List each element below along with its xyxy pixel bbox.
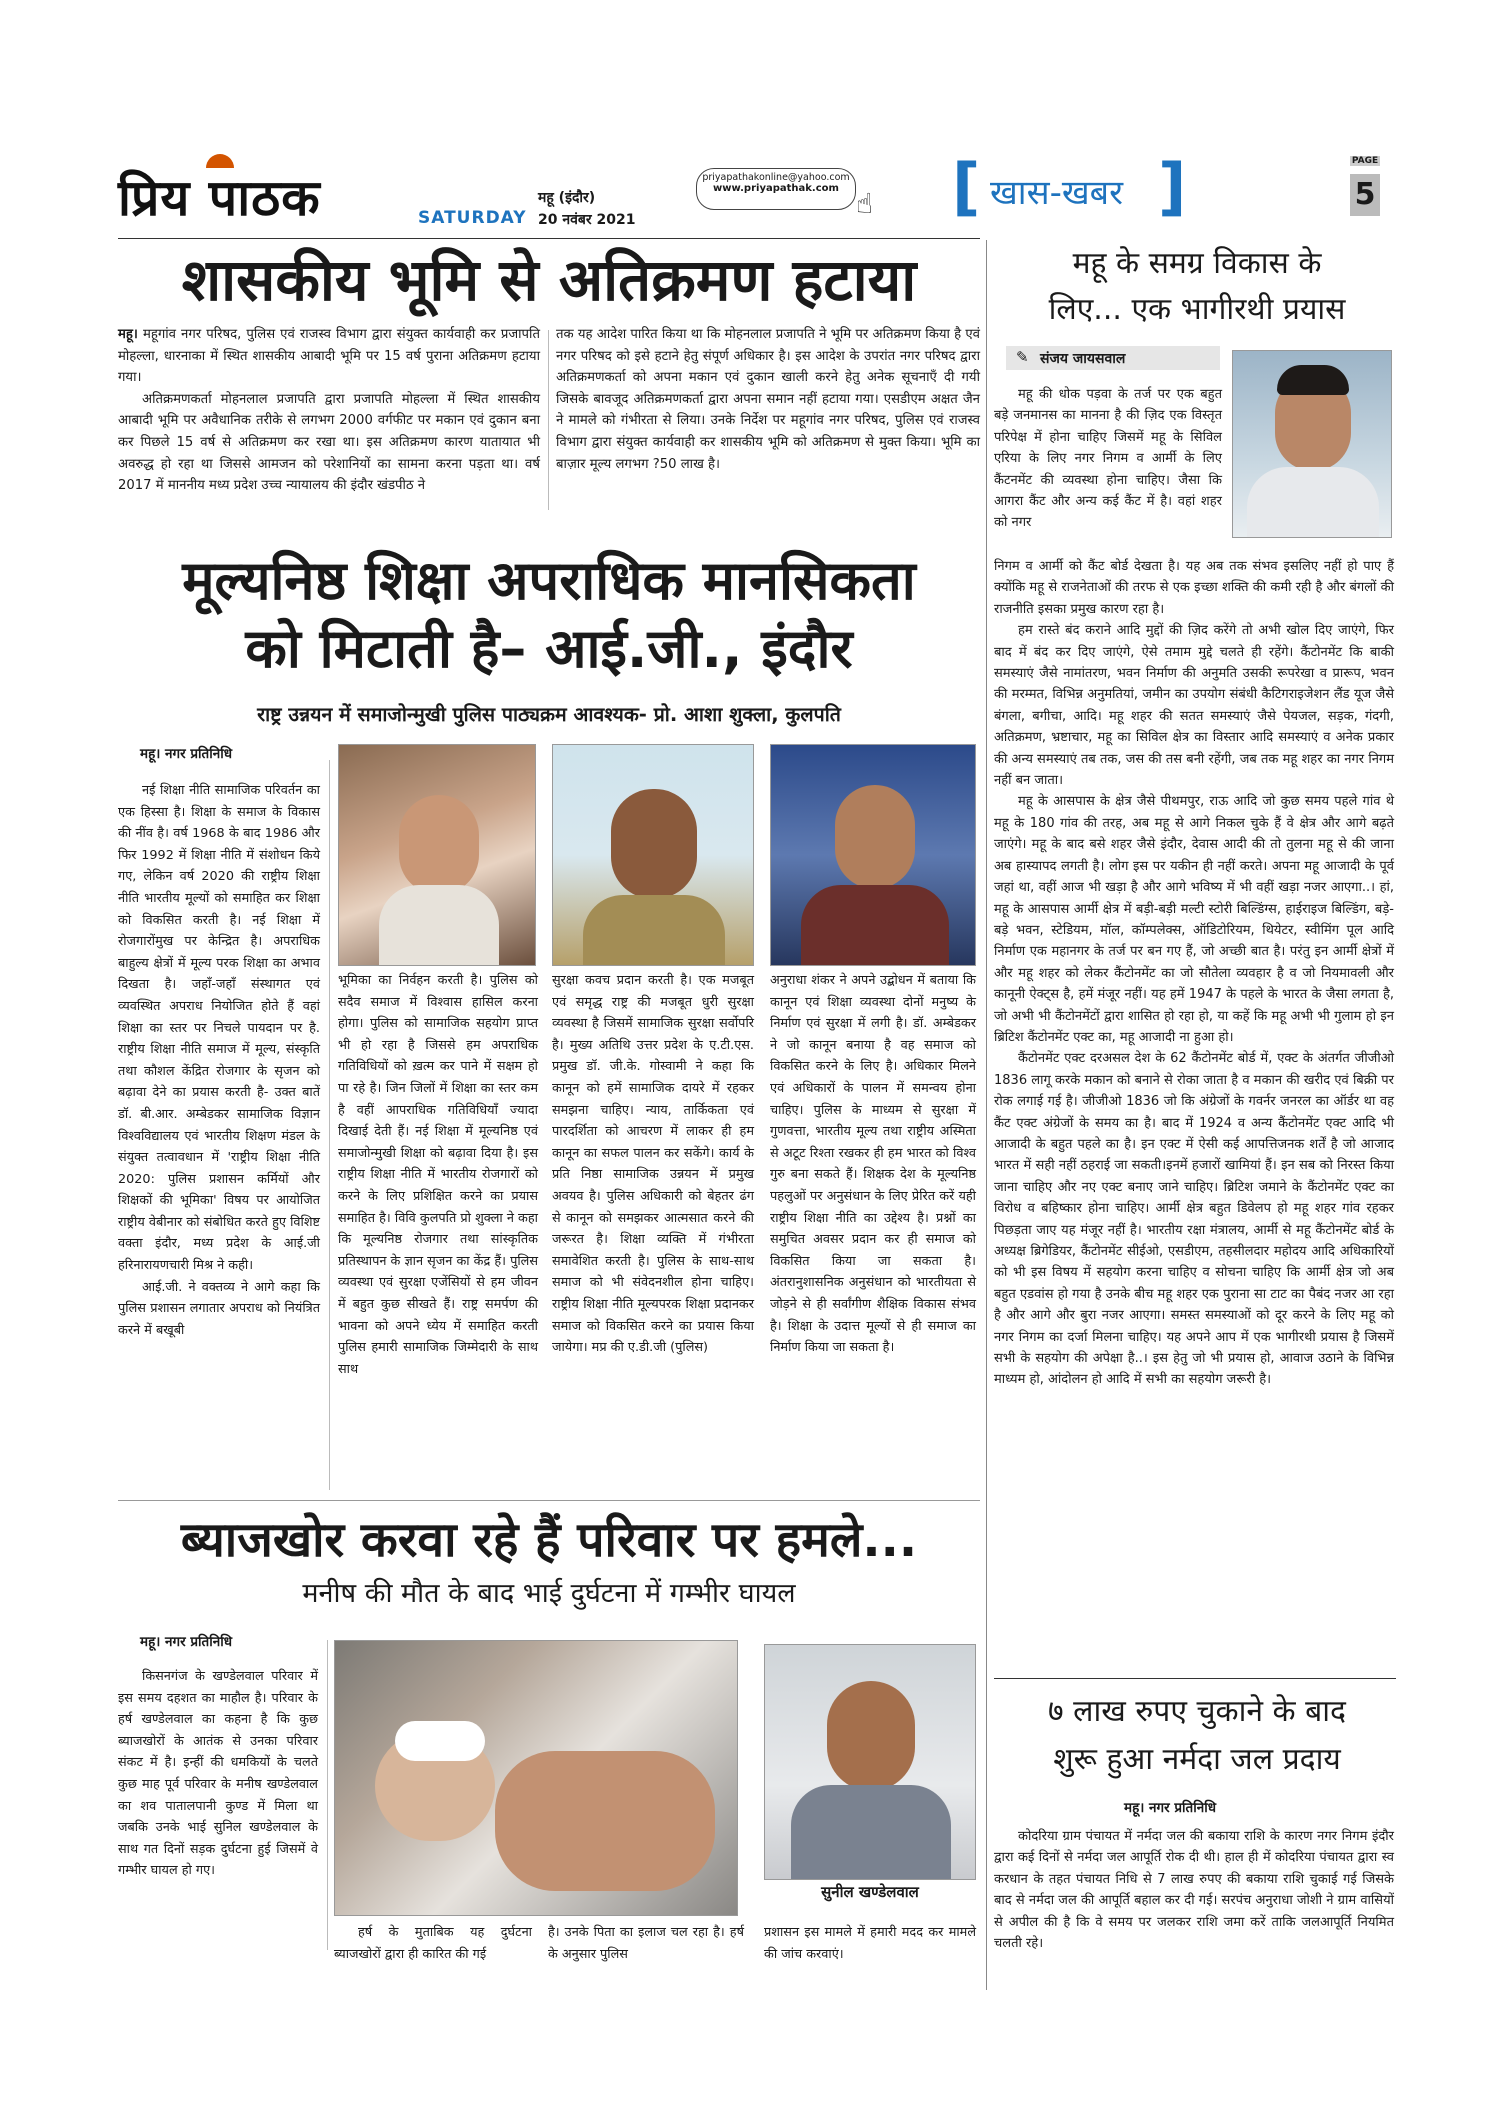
article3-headline: ब्याजखोर करवा रहे हैं परिवार पर हमले... bbox=[180, 1512, 918, 1568]
author-photo bbox=[1232, 350, 1392, 538]
article4-intro bbox=[994, 384, 1222, 534]
article4-paragraph-4: कैंटोनमेंट एक्ट दरअसल देश के 62 कैंटोनमेंट बोर्ड में, एक्ट के अंतर्गत जीजीओ 1836 लागू करके मकान को बनाने से रोका जाता है व मकान की खरीद एवं बिक्री पर रोक लगाई गई है। जीजीओ 1836 जो कि अंग्रेजों के गवर्नर जनरल का ऑर्डर था वह कैंट एक्ट अंग्रेजों के समय का है। बाद में 1924 व अन्य कैंटोनमेंट एक्ट आदि भी आजादी के बहुत पहले का है। इन एक्ट में ऐसी कई आपत्तिजनक शर्तें है जो आजाद भारत में सही नहीं ठहराई जा सकती।इनमें हजारों खामियां हैं। इन सब को निरस्त किया जाना चाहिए और नए एक्ट बनाए जाने चाहिए। ब्रिटिश जमाने के कैंटोनमेंट एक्ट का विरोध व बहिष्कार होना चाहिए। आर्मी क्षेत्र बहुत डिवेलप हो महू शहर गांव रहकर पिछड़ता जाए यह मंजूर नहीं है। भारतीय रक्षा मंत्रालय, आर्मी से महू कैंटोनमेंट बोर्ड के अध्यक्ष ब्रिगेडियर, कैंटोनमेंट सीईओ, एसडीएम, तहसीलदार महोदय आदि अधिकारियों को भी इस विषय में सहयोग करना चाहिए व सोचना चाहिए कि आर्मी क्षेत्र जो अब बहुत एडवांस हो गया है उनके बीच महू शहर एक पुराना सा टाट का पैबंद नजर आ रहा है और आगे और बुरा नजर आएगा। समस्त समस्याओं को दूर करने के लिए महू को नगर निगम का दर्जा मिलना चाहिए। यह अपने आप में एक भागीरथी प्रयास है जिसमें सभी के सहयोग की अपेक्षा है..। इस हेतु जो भी प्रयास हो, आवाज उठाने के विभिन्न माध्यम हो, आंदोलन हो आदि में सभी का सहयोग जरूरी है। bbox=[994, 1051, 1394, 1388]
article1-paragraph-3: तक यह आदेश पारित किया था कि मोहनलाल प्रजापति ने भूमि पर अतिक्रमण किया है एवं नगर परिषद को इसे हटाने हेतु संपूर्ण अधिकार है। इस आदेश के उपरांत नगर परिषद द्वारा अतिक्रमणकर्ता को अपना मकान एवं दुकान खाली करने हेतु अनेक सूचनाएँ दी गयी जिसके बावजूद अतिक्रमणकर्ता द्वारा अपना समान नहीं हटाया गया। एसडीएम अक्षत जैन ने मामले को गंभीरता से लिया। उनके निर्देश पर महूगांव नगर परिषद, पुलिस एवं राजस्व विभाग द्वारा संयुक्त कार्यवाही कर शासकीय भूमि को अतिक्रमण से मुक्त किया। भूमि का बाज़ार मूल्य लगभग ?50 लाख है। bbox=[556, 327, 980, 472]
article1-paragraph-1: महूगांव नगर परिषद, पुलिस एवं राजस्व विभाग द्वारा संयुक्त कार्यवाही कर प्रजापति मोहल्ला, धारनाका में स्थित शासकीय आबादी भूमि पर 15 वर्ष पुराना अतिक्रमण हटाया गया। bbox=[118, 327, 540, 386]
article2-paragraph-1: नई शिक्षा नीति सामाजिक परिवर्तन का एक हिस्सा है। शिक्षा के समाज के विकास की नींव है। वर्ष 1968 के बाद 1986 और फिर 1992 में शिक्षा नीति में संशोधन किये गए, लेकिन वर्ष 2020 की राष्ट्रीय शिक्षा नीति भारतीय मूल्यों को समाहित कर शिक्षा को विकसित करती है। नई शिक्षा में रोजगारोंमुख पर केन्द्रित है। अपराधिक बाहुल्य क्षेत्रों में मूल्य परक शिक्षा का अभाव दिखता है। जहाँ-जहाँ संस्थागत एवं व्यवस्थित अपराध नियोजित होते हैं वहां शिक्षा का स्तर पर निचले पायदान पर है. राष्ट्रीय शिक्षा नीति समाज में मूल्य, संस्कृति तथा कौशल केंद्रित रोजगार के सृजन को बढ़ावा देने का प्रयास करती है- उक्त बातें डॉ. बी.आर. अम्बेडकर सामाजिक विज्ञान विश्वविद्यालय एवं भारतीय शिक्षण मंडल के संयुक्त तत्वावधान में 'राष्ट्रीय शिक्षा नीति 2020: पुलिस प्रशासन कर्मियों और शिक्षकों की भूमिका' विषय पर आयोजित राष्ट्रीय वेबीनार को संबोधित करते हुए विशिष्ट वक्ता इंदौर, मध्य प्रदेश के आई.जी हरिनारायणचारी मिश्र ने कही। bbox=[118, 783, 320, 1274]
article2-paragraph-5: अनुराधा शंकर ने अपने उद्बोधन में बताया कि कानून एवं शिक्षा व्यवस्था दोनों मनुष्य के निर्माण एवं सुरक्षा में लगी है। डॉ. अम्बेडकर ने जो कानून बनाया है वह समाज को विकसित करने के लिए है। अधिकार मिलने एवं अधिकारों के पालन में समन्वय होना चाहिए। पुलिस के माध्यम से सुरक्षा में गुणवत्ता, भारतीय मूल्य तथा राष्ट्रीय अस्मिता से अटूट रिश्ता रखकर ही हम भारत को विश्व गुरु बना सकते हैं। शिक्षक देश के मूल्यनिष्ठ पहलुओं पर अनुसंधान के लिए प्रेरित करें यही राष्ट्रीय शिक्षा नीति का उद्देश्य है। प्रश्नों का समुचित अवसर प्रदान कर ही समाज को विकसित किया जा सकता है। अंतरानुशासनिक अनुसंधान को भारतीयता से जोड़ने से ही सर्वांगीण शैक्षिक विकास संभव है। शिक्षा के उदात्त मूल्यों से ही समाज का निर्माण किया जा सकता है। bbox=[770, 973, 976, 1356]
article3-column-3 bbox=[548, 1922, 744, 1965]
article5-headline-line-2: शुरू हुआ नर्मदा जल प्रदाय bbox=[1053, 1742, 1341, 1777]
article2-column-1 bbox=[118, 780, 320, 1341]
right-column-divider bbox=[986, 240, 987, 1990]
article1-headline: शासकीय भूमि से अतिक्रमण हटाया bbox=[181, 246, 917, 314]
photo-caption: सुनील खण्डेलवाल bbox=[821, 1883, 919, 1901]
article3-subhead: मनीष की मौत के बाद भाई दुर्घटना में गम्भीर घायल bbox=[302, 1578, 796, 1609]
article2-headline-line-2: को मिटाती है– आई.जी., इंदौर bbox=[245, 617, 853, 680]
article4-paragraph-1: निगम व आर्मी को कैंट बोर्ड देखता है। यह अब तक संभव इसलिए नहीं हो पाए हैं क्योंकि महू से राजनेताओं की तरफ से एक इच्छा शक्ति की कमी रही है और बंगलों की राजनीति इसका प्रमुख कारण रहा है। bbox=[994, 559, 1394, 617]
sunil-khandelwal-photo bbox=[764, 1644, 976, 1880]
article4-byline: संजय जायसवाल bbox=[1040, 351, 1126, 367]
article2-headline-line-1: मूल्यनिष्ठ शिक्षा अपराधिक मानसिकता bbox=[182, 549, 916, 612]
article1-dateline: महू। bbox=[118, 327, 138, 342]
article4-byline-row bbox=[1006, 346, 1220, 370]
article4-paragraph-intro: महू की धोक पड़वा के तर्ज पर एक बहुत बड़े जनमानस का मानना है की ज़िद एक विस्तृत परिपेक्ष में होना चाहिए जिसमें महू के सिविल एरिया के लिए नगर निगम व आर्मी के लिए कैंटनमेंट की व्यवस्था होना चाहिए। जैसा कि आगरा कैंट और अन्य कई कैंट में है। वहां शहर को नगर bbox=[994, 387, 1222, 531]
article3-column-2 bbox=[334, 1922, 532, 1965]
article3-paragraph-4: प्रशासन इस मामले में हमारी मदद कर मामले की जांच करवाएं। bbox=[764, 1925, 976, 1962]
article2-column-3 bbox=[552, 970, 754, 1359]
issue-city: महू (इंदौर) bbox=[538, 190, 596, 206]
masthead bbox=[118, 150, 1398, 238]
article3-paragraph-1: किसनगंज के खण्डेलवाल परिवार में इस समय दहशत का माहौल है। परिवार के हर्ष खण्डेलवाल का कहना है कि कुछ ब्याजखोरों के आतंक से उनका परिवार संकट में है। इन्हीं की धमकियों के चलते कुछ माह पूर्व परिवार के मनीष खण्डेलवाल का शव पातालपानी कुण्ड में मिला था जबकि उनके भाई सुनिल खण्डेलवाल के साथ गत दिनों सड़क दुर्घटना हुई जिसमें वे गम्भीर घायल हो गए। bbox=[118, 1669, 318, 1879]
article5-byline: महू। नगर प्रतिनिधि bbox=[1124, 1800, 1217, 1816]
contact-website[interactable]: www.priyapathak.com bbox=[713, 183, 839, 194]
article2-subhead: राष्ट्र उन्नयन में समाजोन्मुखी पुलिस पाठ्यक्रम आवश्यक- प्रो. आशा शुक्ला, कुलपति bbox=[257, 703, 841, 726]
article1-column-1 bbox=[118, 324, 540, 497]
article5-body bbox=[994, 1826, 1394, 1954]
article2-byline: महू। नगर प्रतिनिधि bbox=[140, 746, 233, 762]
section-title: खास-खबर bbox=[990, 173, 1124, 213]
speaker-photo-professor bbox=[338, 744, 536, 966]
article1-paragraph-2: अतिक्रमणकर्ता मोहनलाल प्रजापति द्वारा प्रजापति मोहल्ला में स्थित शासकीय आबादी भूमि पर अवैधानिक तरीके से लगभग 2000 वर्गफीट पर मकान एवं दुकान बना कर पिछले 15 वर्ष से अतिक्रमण कर रखा था। इस अतिक्रमण कारण यातायात भी अवरुद्ध हो रहा था जिससे आमजन को परेशानियों का सामना करना पड़ता था। वर्ष 2017 में माननीय मध्य प्रदेश उच्च न्यायालय की इंदौर खंडपीठ ने bbox=[118, 391, 540, 494]
article2-column-4 bbox=[770, 970, 976, 1359]
article4-paragraph-3: महू के आसपास के क्षेत्र जैसे पीथमपुर, राऊ आदि जो कुछ समय पहले गांव थे महू के 180 गांव की तरह, अब महू से आगे निकल चुके हैं वे क्षेत्र और आगे बढ़ते जाएंगे। महू के बाद बसे शहर जैसे इंदौर, देवास आदी की तो तुलना महू से की जाना अब हास्यापद लगती है। लोग इस पर यकीन ही नहीं करते। अपना महू आजादी के पूर्व जहां था, वहीं आज भी खड़ा है और आगे भविष्य में भी वहीं खड़ा नजर आएगा..। हां, महू के आसपास आर्मी क्षेत्र में बड़ी-बड़ी मल्टी स्टोरी बिल्डिंग्स, हाईराइज बिल्डिंग, बड़े-बड़े भवन, स्टेडियम, मॉल, कॉम्पलेक्स, ऑडिटोरियम, थियेटर, स्वीमिंग पूल आदि निर्माण एक महानगर के तर्ज पर बन गए हैं, जो अच्छी बात है। परंतु इन आर्मी क्षेत्रों में और महू शहर को लेकर कैंटोनमेंट का जो सौतेला व्यवहार है व जो नियमावली और कानूनी ऐक्ट्स है, हमें मंजूर नहीं। यह हमें 1947 के पहले के भारत के जैसा लगता है, जो अभी भी कैंटोनमेंटों द्वारा शासित हो रहा हो, या कहें कि महू अभी भी गुलाम हो इन ब्रिटिश कैंटोनमेंट एक्ट का, महू आजादी ना हुआ हो। bbox=[994, 794, 1394, 1045]
article4-paragraph-2: हम रास्ते बंद कराने आदि मुद्दों की ज़िद करेंगे तो अभी खोल दिए जाएंगे, फिर बाद में बंद कर दिए जाएंगे, ऐसे तमाम मुद्दे चलते ही रहेंगे। कैंटोनमेंट कि बाकी समस्याएं जैसे नामांतरण, भवन निर्माण की अनुमति उसकी रूपरेखा व प्रारूप, भवन की मरम्मत, विभिन्न अनुमतियां, जमीन का उपयोग संबंधी कैटिगराइजेशन लैंड यूज जैसे बंगला, बगीचा, आदि। महू शहर की सतत समस्याएं जैसे पेयजल, सड़क, गंदगी, अतिक्रमण, भ्रष्टाचार, महू का सिविल क्षेत्र का विस्तार आदि समस्याएं व अनेक प्रकार की अन्य समस्याएं तब तक, जस की तस बनी रहेंगी, जब तक महू शहर का नगर निगम नहीं बन जाता। bbox=[994, 623, 1394, 789]
issue-date: 20 नवंबर 2021 bbox=[538, 212, 636, 228]
contact-box bbox=[696, 168, 856, 210]
article4-headline-line-1: महू के समग्र विकास के bbox=[1072, 246, 1322, 281]
article4-headline-line-2: लिए... एक भागीरथी प्रयास bbox=[1048, 292, 1346, 327]
article5-top-rule bbox=[994, 1678, 1396, 1679]
article5-headline-line-1: ७ लाख रुपए चुकाने के बाद bbox=[1048, 1694, 1346, 1729]
section-left-bracket-icon: [ bbox=[952, 150, 981, 223]
section-right-bracket-icon: ] bbox=[1158, 150, 1187, 223]
pen-icon: ✎ bbox=[1016, 348, 1029, 366]
article3-column-4 bbox=[764, 1922, 976, 1965]
article3-paragraph-2: हर्ष के मुताबिक यह दुर्घटना ब्याजखोरों द्वारा ही कारित की गई bbox=[334, 1925, 532, 1962]
article3-byline: महू। नगर प्रतिनिधि bbox=[140, 1634, 233, 1650]
masthead-divider bbox=[118, 238, 980, 239]
article4-body bbox=[994, 556, 1394, 1391]
hand-pointer-icon: ☝ bbox=[856, 187, 874, 220]
article2-paragraph-4: सुरक्षा कवच प्रदान करती है। एक मजबूत एवं समृद्ध राष्ट्र की मजबूत धुरी सुरक्षा व्यवस्था है जिसमें सामाजिक सुरक्षा सर्वोपरि है। मुख्य अतिथि उत्तर प्रदेश के ए.टी.एस. प्रमुख डॉ. जी.के. गोस्वामी ने कहा कि कानून को हमें सामाजिक दायरे में रहकर समझना चाहिए। न्याय, तार्किकता एवं पारदर्शिता को आचरण में लाकर ही हम कानून का सफल पालन कर सकेंगे। कार्य के प्रति निष्ठा सामाजिक उन्नयन में प्रमुख अवयव है। पुलिस अधिकारी को बेहतर ढंग से कानून को समझकर आत्मसात करने की जरूरत है। शिक्षा व्यक्ति में गंभीरता समावेशित करती है। पुलिस के साथ-साथ समाज को भी संवेदनशील होना चाहिए। राष्ट्रीय शिक्षा नीति मूल्यपरक शिक्षा प्रदानकर समाज को विकसित करने का प्रयास किया जायेगा। मप्र की ए.डी.जी (पुलिस) bbox=[552, 973, 754, 1356]
article3-top-rule bbox=[118, 1500, 980, 1501]
speaker-photo-ig bbox=[552, 744, 754, 966]
article2-column-2 bbox=[338, 970, 538, 1380]
page-label: PAGE bbox=[1351, 156, 1379, 166]
article3-paragraph-3: है। उनके पिता का इलाज चल रहा है। हर्ष के अनुसार पुलिस bbox=[548, 1925, 744, 1962]
issue-day: SATURDAY bbox=[418, 208, 527, 228]
newspaper-logo: प्रिय पाठक bbox=[118, 169, 321, 227]
article2-paragraph-2: आई.जी. ने वक्तव्य ने आगे कहा कि पुलिस प्रशासन लगातार अपराध को नियंत्रित करने में बखूबी bbox=[118, 1279, 320, 1338]
article3-divider-1 bbox=[327, 1640, 328, 1950]
accident-victim-photo bbox=[334, 1640, 738, 1916]
logo-sun-icon bbox=[206, 154, 234, 168]
contact-email[interactable]: priyapathakonline@yahoo.com bbox=[702, 172, 850, 183]
article2-paragraph-3: भूमिका का निर्वहन करती है। पुलिस को सदैव समाज में विश्वास हासिल करना होगा। पुलिस को सामाजिक सहयोग प्राप्त भी हो रहा है जिससे हम अपराधिक गतिविधियों को ख़त्म कर पाने में सक्षम हो पा रहे है। जिन जिलों में शिक्षा का स्तर कम है वहीं आपराधिक गतिविधियाँ ज्यादा दिखाई देती हैं। नई शिक्षा में मूल्यनिष्ठ एवं समाजोन्मुखी शिक्षा को बढ़ावा दिया है। इस राष्ट्रीय शिक्षा नीति में भारतीय रोजगारों को करने के लिए प्रशिक्षित करने का प्रयास समाहित है। विवि कुलपति प्रो शुक्ला ने कहा कि मूल्यनिष्ठ रोजगार तथा सांस्कृतिक प्रतिस्थापन के ज्ञान सृजन का केंद्र हैं। पुलिस व्यवस्था एवं सुरक्षा एजेंसियों से हम जीवन में बहुत कुछ सीखते हैं। राष्ट्र समर्पण की भावना को अपने ध्येय में समाहित करती पुलिस हमारी सामाजिक जिम्मेदारी के साथ साथ bbox=[338, 973, 538, 1377]
article5-paragraph-1: कोदरिया ग्राम पंचायत में नर्मदा जल की बकाया राशि के कारण नगर निगम इंदौर द्वारा कई दिनों से नर्मदा जल आपूर्ति रोक दी थी। हाल ही में कोदरिया पंचायत द्वारा स्व करधान के तहत पंचायत निधि से 7 लाख रुपए की बकाया राशि चुकाई गई जिसके बाद से नर्मदा जल की आपूर्ति बहाल कर दी गई। सरपंच अनुराधा जोशी ने ग्राम वासियों से अपील की है कि वे समय पर जलकर राशि जमा करें ताकि जलआपूर्ति नियमित चलती रहे। bbox=[994, 1829, 1394, 1952]
speaker-photo-guest bbox=[770, 744, 976, 966]
article3-column-1 bbox=[118, 1666, 318, 1882]
page-number: 5 bbox=[1350, 174, 1380, 216]
article1-column-2 bbox=[556, 324, 980, 475]
article1-column-divider bbox=[548, 330, 549, 510]
article2-divider-1 bbox=[329, 760, 330, 1490]
